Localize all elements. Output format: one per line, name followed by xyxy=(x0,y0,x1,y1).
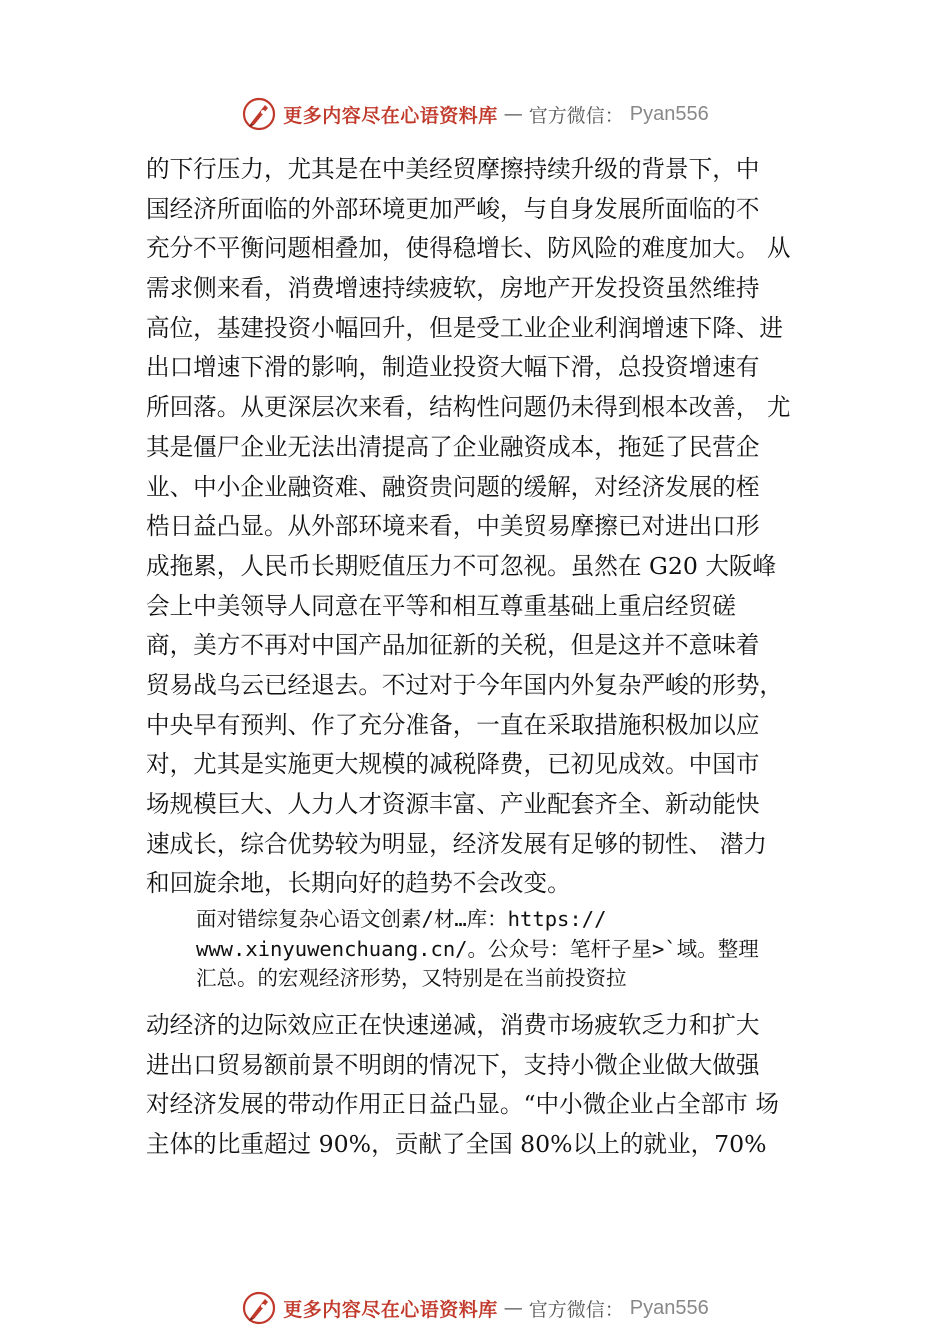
text-line: 速成长，综合优势较为明显，经济发展有足够的韧性、 潜力 xyxy=(146,829,767,858)
banner-dash: — xyxy=(503,1297,523,1319)
banner-wechat-label: 官方微信： xyxy=(528,1298,624,1321)
text-line: 场规模巨大、人力人才资源丰富、产业配套齐全、新动能快 xyxy=(146,790,760,818)
text-line: 的下行压力，尤其是在中美经贸摩擦持续升级的背景下，中 xyxy=(146,155,760,183)
text-line: 出口增速下滑的影响，制造业投资大幅下滑，总投资增速有 xyxy=(146,353,760,382)
text-line: 需求侧来看，消费增速持续疲软，房地产开发投资虽然维持 xyxy=(146,274,760,303)
text-line: 国经济所面临的外部环境更加严峻，与自身发展所面临的不 xyxy=(146,194,760,223)
text-line: 面对错综复杂心语文创素/材…库：https:// xyxy=(196,907,607,931)
pen-quill-logo-icon xyxy=(241,1290,277,1326)
header-banner xyxy=(0,94,950,134)
text-line: 汇总。的宏观经济形势，又特别是在当前投资拉 xyxy=(196,966,627,990)
text-line: 梏日益凸显。从外部环境来看，中美贸易摩擦已对进出口形 xyxy=(146,512,760,541)
text-line: www.xinyuwenchuang.cn/。公众号：笔杆子星>`域。整理 xyxy=(196,936,759,961)
banner-wechat-label: 官方微信： xyxy=(528,104,624,127)
text-line: 主体的比重超过 90%，贡献了全国 80%以上的就业，70% xyxy=(146,1130,767,1159)
pen-quill-logo-icon xyxy=(241,96,277,132)
paragraph-3 xyxy=(146,1006,811,1165)
banner-main-text: 更多内容尽在心语资料库 xyxy=(283,1298,498,1321)
text-line: 所回落。从更深层次来看，结构性问题仍未得到根本改善， 尤 xyxy=(146,393,791,422)
text-line: 对经济发展的带动作用正日益凸显。“中小微企业占全部市 场 xyxy=(146,1090,779,1119)
text-line: 高位，基建投资小幅回升，但是受工业企业利润增速下降、进 xyxy=(146,313,784,342)
banner-main-text: 更多内容尽在心语资料库 xyxy=(283,104,498,127)
footer-banner xyxy=(0,1288,950,1328)
paragraph-1 xyxy=(146,150,811,904)
text-line: 贸易战乌云已经退去。不过对于今年国内外复杂严峻的形势， xyxy=(146,670,784,699)
text-line: 充分不平衡问题相叠加，使得稳增长、防风险的难度加大。 从 xyxy=(146,234,791,263)
text-line: 其是僵尸企业无法出清提高了企业融资成本，拖延了民营企 xyxy=(146,432,760,461)
text-line: 成拖累，人民币长期贬值压力不可忽视。虽然在 G20 大阪峰 xyxy=(146,551,777,580)
banner-wechat-id: Pyan556 xyxy=(629,102,709,125)
banner-wechat-id: Pyan556 xyxy=(629,1296,709,1319)
banner-dash: — xyxy=(503,103,523,125)
text-line: 进出口贸易额前景不明朗的情况下，支持小微企业做大做强 xyxy=(146,1050,760,1079)
text-line: 和回旋余地，长期向好的趋势不会改变。 xyxy=(146,869,571,898)
text-line: 动经济的边际效应正在快速递减，消费市场疲软乏力和扩大 xyxy=(146,1011,760,1039)
text-line: 业、中小企业融资难、融资贵问题的缓解，对经济发展的桎 xyxy=(146,472,760,501)
text-line: 中央早有预判、作了充分准备，一直在采取措施积极加以应 xyxy=(146,710,760,739)
paragraph-2-watermark-url xyxy=(196,905,846,994)
text-line: 会上中美领导人同意在平等和相互尊重基础上重启经贸磋 xyxy=(146,591,736,620)
text-line: 对，尤其是实施更大规模的减税降费，已初见成效。中国市 xyxy=(146,750,760,779)
text-line: 商，美方不再对中国产品加征新的关税，但是这并不意味着 xyxy=(146,631,760,660)
